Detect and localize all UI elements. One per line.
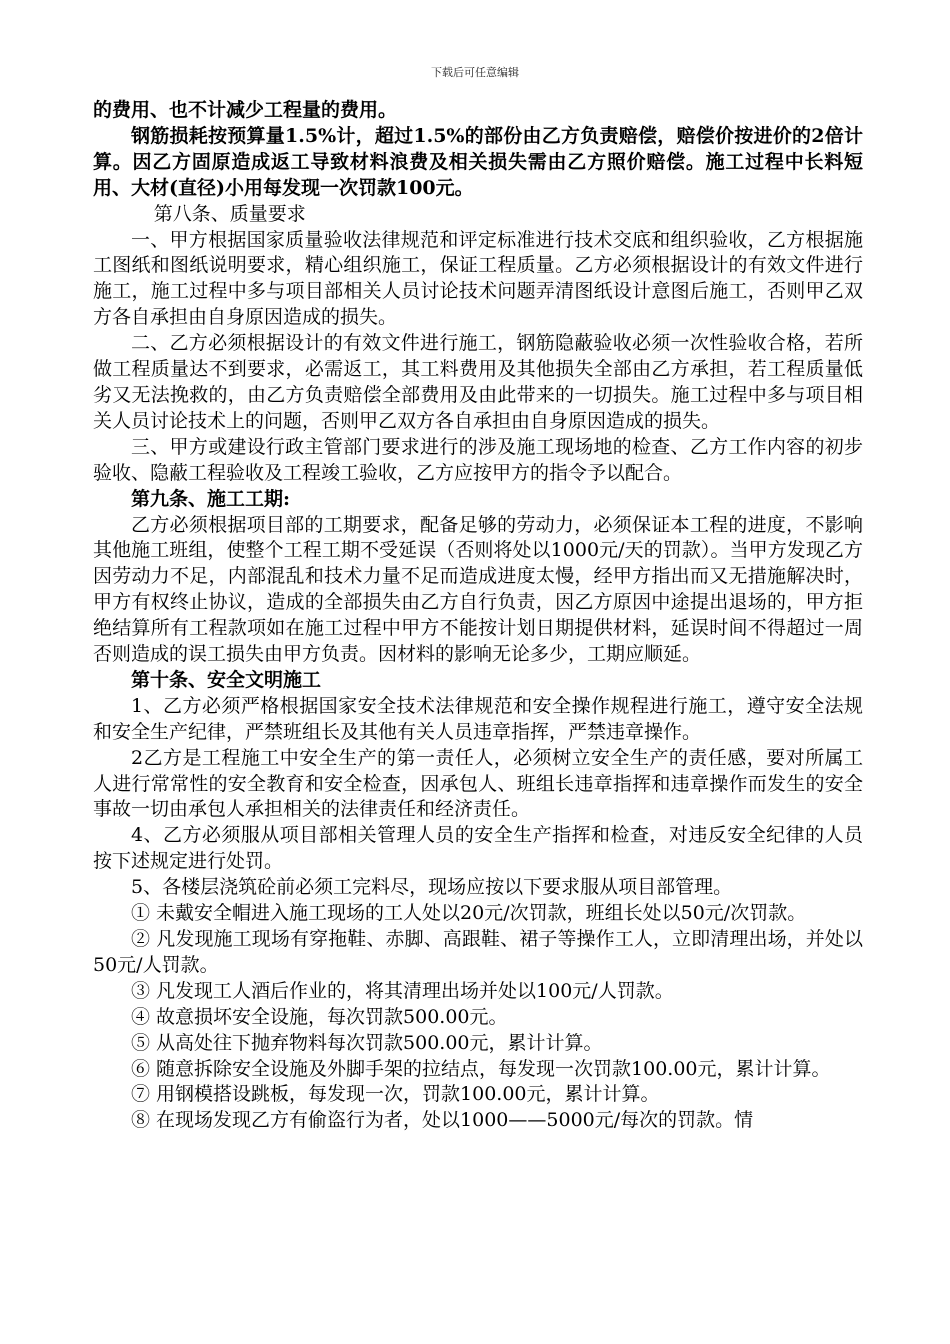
paragraph: 5、各楼层浇筑砼前必须工完料尽，现场应按以下要求服从项目部管理。 — [131, 876, 733, 899]
paragraph: 钢筋损耗按预算量1.5%计，超过1.5%的部份由乙方负责赔偿，赔偿价按进价的2倍计算。因乙方固原造成返工导致材料浪费及相关损失需由乙方照价赔偿。施工过程中长料短用、大材(直径)小用每发现一次罚款100元。 — [93, 124, 863, 199]
paragraph: ⑦ 用钢模搭设跳板，每发现一次，罚款100.00元，累计计算。 — [131, 1083, 660, 1106]
section-heading: 第十条、安全文明施工 — [131, 668, 322, 691]
paragraph: ③ 凡发现工人酒后作业的，将其清理出场并处以100元/人罚款。 — [131, 979, 674, 1002]
page-header: 下载后可任意编辑 — [431, 66, 519, 79]
paragraph: ⑥ 随意拆除安全设施及外脚手架的拉结点，每发现一次罚款100.00元，累计计算。 — [131, 1057, 831, 1080]
paragraph: 三、甲方或建设行政主管部门要求进行的涉及施工现场地的检查、乙方工作内容的初步验收、隐蔽工程验收及工程竣工验收，乙方应按甲方的指令予以配合。 — [93, 435, 863, 484]
paragraph: ④ 故意损坏安全设施，每次罚款500.00元。 — [131, 1005, 508, 1028]
paragraph: 乙方必须根据项目部的工期要求，配备足够的劳动力，必须保证本工程的进度，不影响其他施工班组，使整个工程工期不受延误（否则将处以1000元/天的罚款）。当甲方发现乙方因劳动力不足，内部混乱和技术力量不足而造成进度太慢，经甲方指出而又无措施解决时，甲方有权终止协议，造成的全部损失由乙方自行负责，因乙方原因中途提出退场的，甲方拒绝结算所有工程款项如在施工过程中甲方不能按计划日期提供材料，延误时间不得超过一周否则造成的误工损失由甲方负责。因材料的影响无论多少，工期应顺延。 — [93, 513, 863, 666]
section-heading: 第八条、质量要求 — [153, 202, 306, 225]
paragraph: ⑧ 在现场发现乙方有偷盗行为者，处以1000——5000元/每次的罚款。情 — [131, 1109, 754, 1132]
paragraph: 二、乙方必须根据设计的有效文件进行施工，钢筋隐蔽验收必须一次性验收合格，若所做工程质量达不到要求，必需返工，其工料费用及其他损失全部由乙方承担，若工程质量低劣又无法挽救的，由乙方负责赔偿全部费用及由此带来的一切损失。施工过程中多与项目相关人员讨论技术上的问题，否则甲乙双方各自承担由自身原因造成的损失。 — [93, 332, 863, 432]
paragraph: 1、乙方必须严格根据国家安全技术法律规范和安全操作规程进行施工，遵守安全法规和安全生产纪律，严禁班组长及其他有关人员违章指挥，严禁违章操作。 — [93, 694, 863, 743]
document-body — [93, 98, 863, 1134]
paragraph: ⑤ 从高处往下抛弃物料每次罚款500.00元，累计计算。 — [131, 1031, 603, 1054]
paragraph: ② 凡发现施工现场有穿拖鞋、赤脚、高跟鞋、裙子等操作工人，立即清理出场，并处以50元/人罚款。 — [93, 928, 863, 976]
paragraph: 的费用、也不计减少工程量的费用。 — [93, 99, 398, 121]
paragraph: ① 未戴安全帽进入施工现场的工人处以20元/次罚款，班组长处以50元/次罚款。 — [131, 902, 807, 925]
paragraph: 一、甲方根据国家质量验收法律规范和评定标准进行技术交底和组织验收，乙方根据施工图纸和图纸说明要求，精心组织施工，保证工程质量。乙方必须根据设计的有效文件进行施工，施工过程中多与项目部相关人员讨论技术问题弄清图纸设计意图后施工，否则甲乙双方各自承担由自身原因造成的损失。 — [93, 228, 863, 329]
paragraph: 4、乙方必须服从项目部相关管理人员的安全生产指挥和检查，对违反安全纪律的人员按下述规定进行处罚。 — [93, 824, 863, 873]
section-heading: 第九条、施工工期: — [131, 487, 291, 510]
paragraph: 2乙方是工程施工中安全生产的第一责任人，必须树立安全生产的责任感，要对所属工人进行常常性的安全教育和安全检查，因承包人、班组长违章指挥和违章操作而发生的安全事故一切由承包人承担相关的法律责任和经济责任。 — [93, 746, 863, 821]
